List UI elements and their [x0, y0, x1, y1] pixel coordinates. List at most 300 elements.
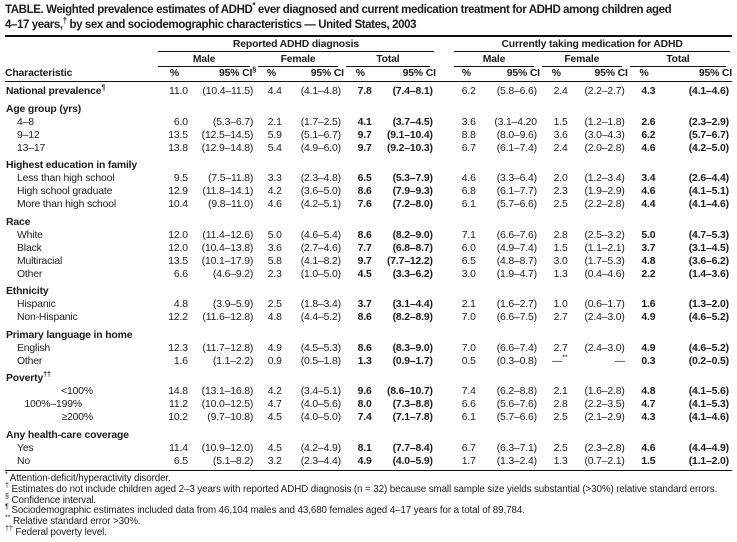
value-cell: 1.0 — [553, 299, 568, 310]
characteristic-cell: <100% — [61, 386, 93, 397]
group-header-row — [5, 36, 732, 52]
value-cell: (10.4–13.8) — [201, 242, 254, 254]
footnote: § Confidence interval. — [5, 491, 97, 506]
value-cell: (5.7–6.7) — [688, 129, 729, 141]
value-cell: 3.0 — [553, 255, 568, 267]
group-gap — [436, 52, 452, 67]
table-title — [5, 3, 731, 33]
value-cell: 11.2 — [168, 399, 188, 410]
table-row — [5, 442, 732, 455]
value-cell: 8.6 — [357, 229, 372, 241]
value-cell: 6.2 — [641, 129, 656, 141]
value-cell: (2.3–2.8) — [584, 442, 625, 454]
value-cell: 6.0 — [173, 116, 188, 128]
ci-header: 95% CI — [481, 67, 540, 82]
section-row — [5, 212, 732, 230]
section-label: Primary language in home — [6, 329, 133, 341]
value-cell: (2.4–3.0) — [584, 342, 625, 354]
value-cell: 7.6 — [357, 199, 372, 210]
value-cell: 5.0 — [641, 229, 656, 241]
footnote-marker: § — [5, 491, 9, 501]
value-cell: (2.3–4.4) — [287, 455, 344, 471]
adhd-prevalence-table — [5, 35, 732, 471]
sex-header-label: Female — [542, 52, 622, 67]
value-cell: (12.9–14.8) — [201, 142, 254, 154]
value-cell: (2.6–4.4) — [688, 173, 729, 184]
section-label: Highest education in family — [6, 160, 138, 171]
value-cell: 3.0 — [461, 268, 476, 280]
value-cell: 4.9 — [344, 455, 377, 471]
value-cell: (0.5–1.8) — [300, 355, 341, 367]
value-cell: (1.0–5.0) — [300, 268, 341, 280]
value-cell: 2.7 — [553, 342, 568, 354]
value-cell: 3.4 — [641, 173, 656, 184]
value-cell: (11.8–14.1) — [202, 186, 254, 197]
value-cell: (2.5–3.2) — [584, 229, 625, 241]
value-cell: 14.8 — [168, 386, 188, 397]
value-cell: — — [614, 355, 625, 367]
value-cell: (2.2–3.5) — [584, 399, 625, 410]
table-row — [5, 386, 732, 399]
value-cell: (3.3–6.4) — [496, 173, 537, 184]
column-gap — [436, 386, 452, 399]
table-row — [5, 199, 732, 212]
value-cell: (4.4–5.2) — [300, 312, 341, 323]
value-cell: 12.0 — [168, 242, 188, 254]
value-cell: 5.4 — [267, 142, 282, 154]
value-cell: (8.6–10.7) — [386, 386, 433, 397]
column-gap — [436, 455, 452, 471]
value-cell: (0.7–2.1) — [573, 455, 628, 471]
value-cell: 7.1 — [461, 229, 476, 241]
value-cell: (1.1–2.2) — [212, 355, 254, 367]
value-cell: —** — [551, 352, 568, 367]
table-row — [5, 255, 732, 268]
value-cell: (1.6–2.8) — [584, 386, 625, 397]
value-cell: (5.1–8.2) — [193, 455, 256, 471]
value-cell: (6.1–7.7) — [496, 186, 537, 197]
value-cell: (8.3–9.0) — [392, 342, 433, 354]
value-cell: (2.2–2.8) — [584, 199, 625, 210]
value-cell: 6.7 — [461, 142, 476, 154]
characteristic-cell: Black — [17, 242, 42, 254]
value-cell: (3.0–4.3) — [584, 129, 625, 141]
value-cell: (9.7–10.8) — [207, 412, 254, 423]
value-cell: (4.1–4.6) — [688, 412, 729, 423]
sex-header-female-2 — [540, 52, 628, 67]
value-cell: 6.2 — [461, 86, 476, 97]
value-cell: 8.6 — [357, 342, 372, 354]
value-cell: 6.6 — [461, 399, 476, 410]
value-cell: 1.5 — [628, 455, 661, 471]
percent-header: % — [344, 67, 377, 82]
value-cell: (4.5–5.3) — [300, 342, 341, 354]
column-gap — [436, 342, 452, 355]
value-cell: 6.7 — [461, 442, 476, 454]
value-cell: (4.0–5.9) — [377, 455, 436, 471]
sex-header-row — [5, 52, 732, 67]
characteristic-cell: Non-Hispanic — [17, 312, 78, 323]
sex-header-male-2 — [452, 52, 540, 67]
value-cell: 9.7 — [357, 255, 372, 267]
column-header-row — [5, 67, 732, 82]
characteristic-cell: 100%–199% — [24, 399, 82, 410]
value-cell: 1.5 — [553, 116, 568, 128]
value-cell: 8.6 — [357, 186, 372, 197]
table-row — [5, 342, 732, 355]
percent-header: % — [452, 67, 481, 82]
value-cell: (6.8–8.7) — [392, 242, 433, 254]
sex-header-total-2 — [628, 52, 732, 67]
value-cell: (2.2–2.7) — [584, 86, 625, 97]
sex-header-label: Male — [454, 52, 534, 67]
value-cell: 6.8 — [461, 186, 476, 197]
section-label: Poverty†† — [6, 369, 51, 384]
ci-header: 95% CI — [660, 67, 732, 82]
footnote: * Attention-deficit/hyperactivity disorder. — [5, 469, 171, 484]
value-cell: (4.1–4.6) — [688, 86, 729, 97]
characteristic-cell: Other — [17, 268, 43, 280]
value-cell: 4.5 — [357, 268, 372, 280]
group-gap — [436, 36, 452, 52]
value-cell: (9.2–10.3) — [386, 142, 433, 154]
value-cell: 1.7 — [452, 455, 481, 471]
value-cell: 5.8 — [267, 255, 282, 267]
table-row — [5, 82, 732, 99]
percent-header: % — [628, 67, 661, 82]
column-gap — [436, 412, 452, 425]
value-cell: 3.7 — [357, 299, 372, 310]
value-cell: (5.3–7.9) — [392, 173, 433, 184]
value-cell: 7.7 — [357, 242, 372, 254]
value-cell: 1.3 — [540, 455, 573, 471]
value-cell: 4.6 — [641, 186, 656, 197]
value-cell: 6.1 — [461, 199, 476, 210]
value-cell: (4.1–5.3) — [688, 399, 729, 410]
value-cell: (4.2–5.0) — [688, 142, 729, 154]
characteristic-cell: 13–17 — [17, 142, 46, 154]
value-cell: (1.2–1.8) — [584, 116, 625, 128]
value-cell: (4.1–4.8) — [300, 86, 341, 97]
value-cell: (1.4–3.6) — [688, 268, 729, 280]
section-label: Any health-care coverage — [6, 429, 129, 441]
characteristic-cell: National prevalence¶ — [6, 82, 106, 97]
value-cell: (7.9–9.3) — [392, 186, 433, 197]
sex-header-total-1 — [344, 52, 436, 67]
group-header-label: Currently taking medication for ADHD — [454, 37, 730, 52]
value-cell: (0.4–4.6) — [584, 268, 625, 280]
value-cell: 10.4 — [168, 199, 188, 210]
value-cell: (8.0–9.6) — [496, 129, 537, 141]
value-cell: (3.7–4.5) — [392, 116, 433, 128]
value-cell: 12.3 — [168, 342, 188, 354]
percent-header: % — [540, 67, 573, 82]
value-cell: (7.4–8.1) — [392, 86, 433, 97]
value-cell: (3.1–4.5) — [688, 242, 729, 254]
value-cell: (11.7–12.8) — [202, 342, 254, 354]
value-cell: 2.6 — [641, 116, 656, 128]
value-cell: 7.0 — [461, 342, 476, 354]
column-gap — [436, 173, 452, 186]
characteristic-cell: Less than high school — [17, 173, 115, 184]
column-gap — [436, 255, 452, 268]
value-cell: 3.2 — [256, 455, 287, 471]
value-cell: 4.9 — [267, 342, 282, 354]
value-cell: 13.5 — [168, 129, 188, 141]
value-cell: 0.3 — [641, 355, 656, 367]
characteristic-cell: Multiracial — [17, 255, 63, 267]
value-cell: 4.6 — [267, 199, 282, 210]
value-cell: 9.7 — [357, 142, 372, 154]
value-cell: 9.7 — [357, 129, 372, 141]
value-cell: (8.2–8.9) — [392, 312, 433, 323]
corner-blank — [5, 36, 156, 52]
value-cell: 4.4 — [267, 86, 282, 97]
characteristic-header: Characteristic — [5, 67, 156, 82]
section-row — [5, 368, 732, 386]
column-gap — [436, 312, 452, 325]
value-cell: (10.1–17.9) — [201, 255, 254, 267]
value-cell: 2.5 — [553, 442, 568, 454]
value-cell: 4.1 — [357, 116, 372, 128]
characteristic-cell: Hispanic — [17, 299, 56, 310]
characteristic-cell: No — [5, 455, 156, 471]
section-label: Ethnicity — [6, 286, 49, 297]
value-cell: 6.5 — [156, 455, 193, 471]
value-cell: 5.9 — [267, 129, 282, 141]
column-gap — [436, 82, 452, 99]
value-cell: 4.8 — [267, 312, 282, 323]
column-gap — [436, 355, 452, 368]
value-cell: 8.8 — [461, 129, 476, 141]
value-cell: 4.5 — [267, 442, 282, 454]
value-cell: 4.2 — [267, 186, 282, 197]
value-cell: (0.9–1.7) — [392, 355, 433, 367]
section-row — [5, 155, 732, 173]
value-cell: 2.2 — [641, 268, 656, 280]
table-row — [5, 412, 732, 425]
value-cell: (9.1–10.4) — [386, 129, 433, 141]
value-cell: (7.2–8.0) — [392, 199, 433, 210]
value-cell: (0.2–0.5) — [688, 355, 729, 367]
characteristic-cell: Other — [17, 355, 43, 367]
value-cell: (4.8–8.7) — [496, 255, 537, 267]
value-cell: (1.9–2.9) — [584, 186, 625, 197]
characteristic-cell: 9–12 — [17, 129, 40, 141]
section-row — [5, 99, 732, 117]
table-row — [5, 116, 732, 129]
value-cell: (6.6–7.5) — [496, 312, 537, 323]
value-cell: (5.1–6.7) — [300, 129, 341, 141]
table-row — [5, 312, 732, 325]
table-row — [5, 399, 732, 412]
value-cell: 4.6 — [641, 142, 656, 154]
value-cell: (4.6–9.2) — [212, 268, 254, 280]
value-cell: 3.6 — [553, 129, 568, 141]
value-cell: (0.3–0.8) — [496, 355, 537, 367]
value-cell: 1.3 — [553, 268, 568, 280]
value-cell: 4.4 — [641, 199, 656, 210]
footnote-marker: * — [5, 469, 8, 479]
value-cell: (12.5–14.5) — [201, 129, 254, 141]
value-cell: (4.0–5.6) — [300, 399, 341, 410]
table-row — [5, 229, 732, 242]
value-cell: (4.6–5.4) — [300, 229, 341, 241]
value-cell: (3.1–4.20 — [494, 116, 537, 128]
value-cell: (10.9–12.0) — [201, 442, 254, 454]
value-cell: 1.6 — [173, 355, 188, 367]
value-cell: 2.4 — [553, 86, 568, 97]
table-row — [5, 129, 732, 142]
table-row — [5, 142, 732, 155]
column-gap — [436, 399, 452, 412]
value-cell: (4.1–5.1) — [688, 186, 729, 197]
value-cell: (7.3–8.8) — [392, 399, 433, 410]
value-cell: 2.5 — [267, 299, 282, 310]
value-cell: (1.7–5.3) — [584, 255, 625, 267]
ci-header: 95% CI — [377, 67, 436, 82]
column-gap — [436, 186, 452, 199]
value-cell: 3.6 — [461, 116, 476, 128]
footnotes — [5, 469, 731, 539]
value-cell: (1.7–2.5) — [300, 116, 341, 128]
table-row — [5, 299, 732, 312]
value-cell: (7.5–11.8) — [208, 173, 254, 184]
footnote-marker: †† — [5, 523, 13, 533]
ci-header: 95% CI§ — [193, 67, 256, 82]
section-label: Age group (yrs) — [6, 103, 82, 115]
value-cell: (2.3–4.8) — [300, 173, 341, 184]
value-cell: (10.0–12.5) — [201, 399, 254, 410]
value-cell: 2.8 — [553, 399, 568, 410]
value-cell: 8.0 — [357, 399, 372, 410]
column-gap — [436, 199, 452, 212]
value-cell: (6.6–7.4) — [496, 342, 537, 354]
value-cell: (4.7–5.3) — [688, 229, 729, 241]
value-cell: (4.1–4.6) — [688, 199, 729, 210]
value-cell: 2.0 — [553, 173, 568, 184]
percent-header: % — [256, 67, 287, 82]
value-cell: (7.7–8.4) — [392, 442, 433, 454]
value-cell: (2.4–3.0) — [584, 312, 625, 323]
characteristic-cell: English — [17, 342, 51, 354]
table-row — [5, 186, 732, 199]
sex-header-female-1 — [256, 52, 344, 67]
blank-cell — [5, 52, 156, 67]
value-cell: 12.9 — [168, 186, 188, 197]
value-cell: 13.8 — [168, 142, 188, 154]
value-cell: 12.2 — [168, 312, 188, 323]
value-cell: (4.0–5.0) — [300, 412, 341, 423]
value-cell: (4.6–5.2) — [688, 312, 729, 323]
value-cell: (3.9–5.9) — [212, 299, 254, 310]
value-cell: 7.4 — [357, 412, 372, 423]
value-cell: 3.7 — [641, 242, 656, 254]
value-cell: 4.8 — [173, 299, 188, 310]
value-cell: 9.6 — [357, 386, 372, 397]
value-cell: (2.0–2.8) — [584, 142, 625, 154]
characteristic-cell: More than high school — [17, 199, 117, 210]
value-cell: (4.4–4.9) — [688, 442, 729, 454]
value-cell: (1.3–2.0) — [688, 299, 729, 310]
section-row — [5, 425, 732, 443]
group-header-reported — [156, 36, 436, 52]
characteristic-cell: White — [17, 229, 43, 241]
table-row — [5, 355, 732, 368]
value-cell: 2.8 — [553, 229, 568, 241]
value-cell: 6.6 — [173, 268, 188, 280]
value-cell: 5.0 — [267, 229, 282, 241]
value-cell: 7.0 — [461, 312, 476, 323]
value-cell: (7.1–7.8) — [392, 412, 433, 423]
value-cell: (5.7–6.6) — [496, 412, 537, 423]
table-title-line: TABLE. Weighted prevalence estimates of ADHD* ever diagnosed and current medication treatment for ADHD among children aged — [5, 1, 672, 16]
value-cell: (1.1–2.0) — [660, 455, 732, 471]
value-cell: 4.5 — [267, 412, 282, 423]
value-cell: (1.2–3.4) — [584, 173, 625, 184]
characteristic-cell: 4–8 — [17, 116, 34, 128]
ci-header: 95% CI — [287, 67, 344, 82]
group-header-label: Reported ADHD diagnosis — [158, 37, 434, 52]
value-cell: 2.1 — [553, 386, 568, 397]
value-cell: 4.9 — [641, 342, 656, 354]
value-cell: (11.6–12.8) — [202, 312, 254, 323]
footnote: ** Relative standard error >30%. — [5, 512, 141, 528]
footnote-marker: ¶ — [5, 502, 9, 512]
value-cell: (1.3–2.4) — [481, 455, 540, 471]
footnote: †† Federal poverty level. — [5, 523, 107, 538]
characteristic-cell: Yes — [17, 442, 34, 454]
sex-header-label: Total — [346, 52, 430, 67]
value-cell: (1.9–4.7) — [496, 268, 537, 280]
group-header-medication — [452, 36, 732, 52]
sex-header-label: Total — [630, 52, 726, 67]
value-cell: (1.6–2.7) — [496, 299, 537, 310]
column-gap — [436, 129, 452, 142]
value-cell: 8.1 — [357, 442, 372, 454]
value-cell: 4.3 — [641, 412, 656, 423]
footnote: ¶ Sociodemographic estimates included data from 46,104 males and 43,680 females aged 4–17 years for a total of 89,784. — [5, 502, 525, 517]
value-cell: (13.1–16.8) — [201, 386, 254, 397]
footnote: † Estimates do not include children aged 2–3 years with reported ADHD diagnosis (n = 32) because small sample size yields substantial (>30%) relative standard errors. — [5, 480, 718, 495]
column-gap — [436, 142, 452, 155]
value-cell: 9.5 — [173, 173, 188, 184]
table-title-line: 4–17 years,† by sex and sociodemographic characteristics — United States, 2003 — [5, 16, 417, 31]
value-cell: 2.3 — [553, 186, 568, 197]
value-cell: 4.8 — [641, 255, 656, 267]
value-cell: (3.1–4.4) — [392, 299, 433, 310]
table-row — [5, 173, 732, 186]
value-cell: 6.1 — [461, 412, 476, 423]
value-cell: (4.9–7.4) — [496, 242, 537, 254]
value-cell: 4.2 — [267, 386, 282, 397]
value-cell: 2.7 — [553, 312, 568, 323]
characteristic-cell: High school graduate — [17, 186, 113, 197]
column-gap — [436, 242, 452, 255]
column-gap — [436, 116, 452, 129]
sex-header-male-1 — [156, 52, 256, 67]
value-cell: (8.2–9.0) — [392, 229, 433, 241]
value-cell: (1.8–3.4) — [300, 299, 341, 310]
value-cell: 2.4 — [553, 142, 568, 154]
value-cell: 2.5 — [553, 199, 568, 210]
value-cell: (6.6–7.6) — [496, 229, 537, 241]
value-cell: (6.3–7.1) — [496, 442, 537, 454]
sex-header-label: Male — [158, 52, 250, 67]
ci-header: 95% CI — [573, 67, 628, 82]
value-cell: (5.3–6.7) — [212, 116, 254, 128]
value-cell: 2.5 — [553, 412, 568, 423]
